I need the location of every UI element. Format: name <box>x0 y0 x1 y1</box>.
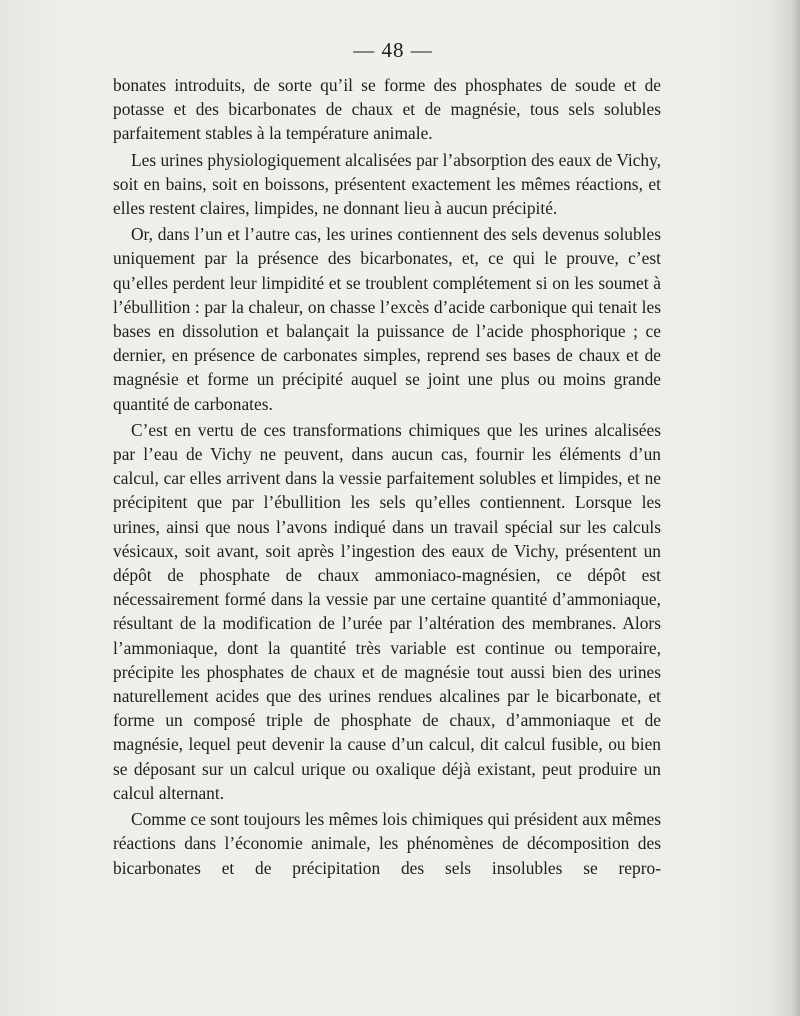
paragraph: Les urines physiologiquement alcalisées par l’absorption des eaux de Vichy, soit en bains, soit en boissons, présentent exactement les mêmes réactions, et elles restent claires, limpides, ne donnant lieu à aucun précipité. <box>113 149 661 219</box>
paragraph: Or, dans l’un et l’autre cas, les urines contiennent des sels devenus solubles uniquement par la présence des bicarbonates, et, ce qui le prouve, c’est qu’elles perdent leur limpidité et se troublent complétement si on les soumet à l’ébullition : par la chaleur, on chasse l’excès d’acide carbonique qui tenait les bases en dissolution et balançait la puissance de l’acide phosphorique ; ce dernier, en présence de carbonates simples, reprend ses bases de chaux et de magnésie et forme un précipité auquel se joint une plus ou moins grande quantité de carbonates. <box>113 224 661 414</box>
page-edge-shadow <box>772 0 800 1016</box>
paragraph: bonates introduits, de sorte qu’il se forme des phosphates de soude et de potasse et des bicarbonates de chaux et de magnésie, tous sels solubles parfaitement stables à la température animale. <box>113 75 661 144</box>
body-text <box>113 73 661 880</box>
paragraph: C’est en vertu de ces transformations chimiques que les urines alcalisées par l’eau de Vichy ne peuvent, dans aucun cas, fournir les éléments d’un calcul, car elles arrivent dans la vessie parfaitement solubles et limpides, et ne précipitent que par l’ébullition les sels qu’elles contiennent. Lorsque les urines, ainsi que nous l’avons indiqué dans un travail spécial sur les calculs vésicaux, soit avant, soit après l’ingestion des eaux de Vichy, présentent un dépôt de phosphate de chaux ammoniaco-magnésien, ce dépôt est nécessairement formé dans la vessie par une certaine quantité d’ammoniaque, résultant de la modification de l’urée par l’altération des membranes. Alors l’ammoniaque, dont la quantité très variable est continue ou temporaire, précipite les phosphates de chaux et de magnésie tout aussi bien des urines naturellement acides que des urines rendues alcalines par le bicarbonate, et forme un composé triple de phosphate de chaux, d’ammoniaque et de magnésie, lequel peut devenir la cause d’un calcul, dit calcul fusible, ou bien se déposant sur un calcul urique ou oxalique déjà existant, peut produire un calcul alternant. <box>113 419 661 803</box>
paragraph: Comme ce sont toujours les mêmes lois chimiques qui président aux mêmes réactions dans l’économie animale, les phénomènes de décomposition des bicarbonates et de précipitation des sels insolubles se repro- <box>113 809 661 878</box>
page-number: — 48 — <box>353 38 433 62</box>
